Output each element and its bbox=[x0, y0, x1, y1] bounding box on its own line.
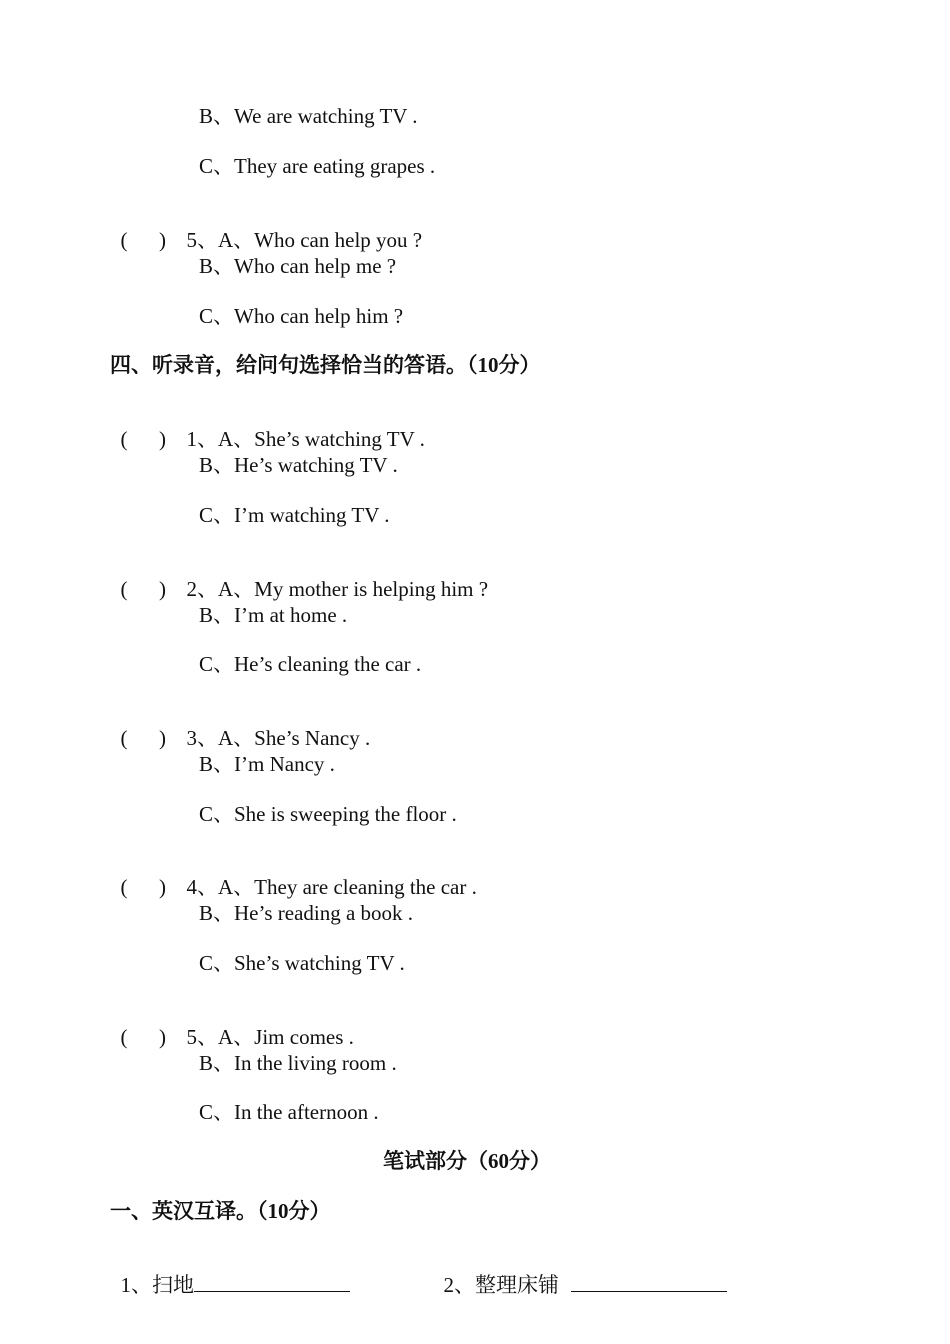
question-row bbox=[110, 702, 370, 750]
answer-parentheses[interactable]: ( ) bbox=[120, 577, 166, 601]
answer-parentheses[interactable]: ( ) bbox=[120, 1025, 166, 1049]
answer-parentheses[interactable]: ( ) bbox=[120, 726, 166, 750]
question-row bbox=[110, 204, 422, 252]
option-text: C、Who can help him ? bbox=[199, 304, 404, 328]
answer-parentheses[interactable]: ( ) bbox=[120, 875, 166, 899]
answer-blank[interactable] bbox=[194, 1273, 350, 1292]
question-stem: 3、A、She’s Nancy . bbox=[186, 726, 371, 750]
option-text: B、He’s watching TV . bbox=[199, 453, 398, 477]
option-text: B、We are watching TV . bbox=[199, 104, 418, 128]
question-stem: 1、A、She’s watching TV . bbox=[186, 427, 425, 451]
option-text: C、In the afternoon . bbox=[199, 1100, 379, 1124]
question-stem: 4、A、They are cleaning the car . bbox=[186, 875, 477, 899]
option-text: C、I’m watching TV . bbox=[199, 503, 390, 527]
question-stem: 2、A、My mother is helping him ? bbox=[186, 577, 489, 601]
option-text: B、Who can help me ? bbox=[199, 254, 397, 278]
option-text: C、She is sweeping the floor . bbox=[199, 802, 457, 826]
question-row bbox=[110, 851, 477, 899]
section-heading: 四、听录音，给问句选择恰当的答语。（10分） bbox=[110, 353, 541, 377]
option-text: B、He’s reading a book . bbox=[199, 901, 414, 925]
translation-item bbox=[110, 1249, 350, 1297]
item-label: 2、整理床铺 bbox=[443, 1273, 559, 1297]
question-row bbox=[110, 553, 488, 601]
option-text: B、In the living room . bbox=[199, 1051, 397, 1075]
question-stem: 5、A、Jim comes . bbox=[186, 1025, 354, 1049]
answer-blank[interactable] bbox=[571, 1273, 727, 1292]
section-heading: 一、英汉互译。（10分） bbox=[110, 1199, 331, 1223]
question-row bbox=[110, 1001, 354, 1049]
option-text: B、I’m Nancy . bbox=[199, 752, 335, 776]
question-stem: 5、A、Who can help you ? bbox=[186, 228, 423, 252]
item-label: 1、扫地 bbox=[120, 1273, 194, 1297]
option-text: B、I’m at home . bbox=[199, 603, 348, 627]
translation-item bbox=[433, 1249, 727, 1297]
option-text: C、She’s watching TV . bbox=[199, 951, 405, 975]
answer-parentheses[interactable]: ( ) bbox=[120, 228, 166, 252]
answer-parentheses[interactable]: ( ) bbox=[120, 427, 166, 451]
option-text: C、He’s cleaning the car . bbox=[199, 652, 422, 676]
option-text: C、They are eating grapes . bbox=[199, 154, 436, 178]
part-title: 笔试部分（60分） bbox=[383, 1149, 551, 1173]
question-row bbox=[110, 403, 425, 451]
